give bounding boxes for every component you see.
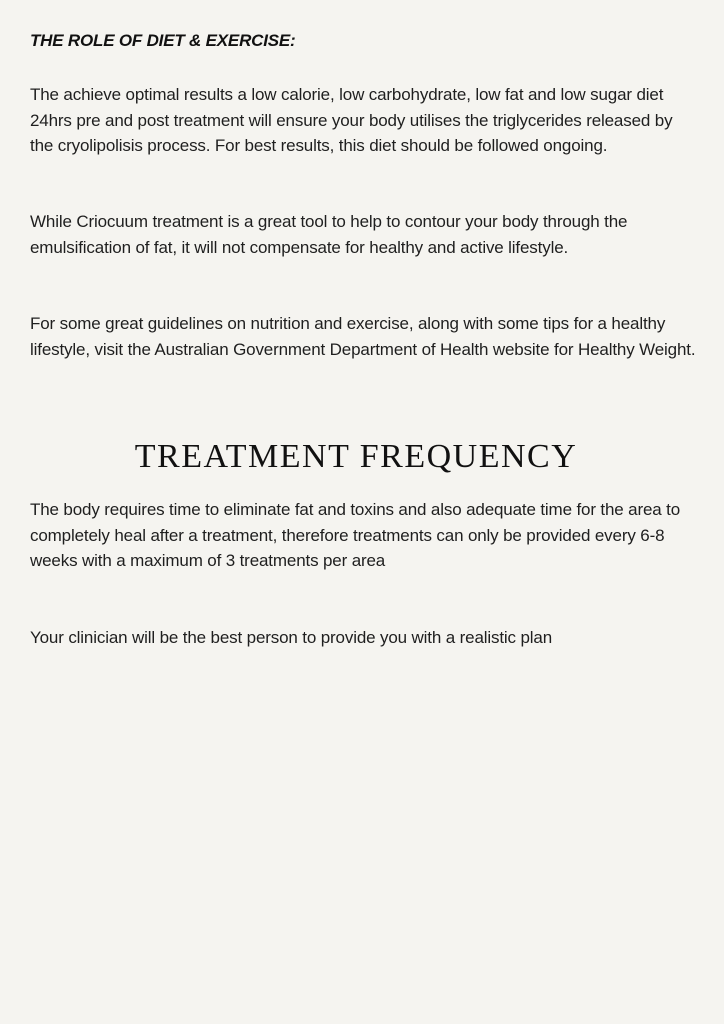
- frequency-paragraph-1: The body requires time to eliminate fat and toxins and also adequate time for the area to completely heal after a treatment, therefore treatments can only be provided every 6-8 weeks with a maximum of 3 treatments per area: [30, 500, 681, 570]
- diet-paragraph-3: For some great guidelines on nutrition and exercise, along with some tips for a healthy lifestyle, visit the Australian Government Department of Health website for Healthy Weight.: [30, 314, 696, 359]
- treatment-frequency-title: TREATMENT FREQUENCY: [134, 438, 578, 475]
- diet-paragraph-2: While Criocuum treatment is a great tool to help to contour your body through the emulsification of fat, it will not compensate for healthy and active lifestyle.: [30, 212, 628, 257]
- frequency-paragraph-2: Your clinician will be the best person to provide you with a realistic plan: [30, 628, 553, 647]
- diet-exercise-heading: THE ROLE OF DIET & EXERCISE:: [30, 31, 296, 50]
- diet-paragraph-1: The achieve optimal results a low calorie, low carbohydrate, low fat and low sugar diet 24hrs pre and post treatment will ensure your body utilises the triglycerides released by the cryolipolisis process. For best results, this diet should be followed ongoing.: [30, 85, 673, 155]
